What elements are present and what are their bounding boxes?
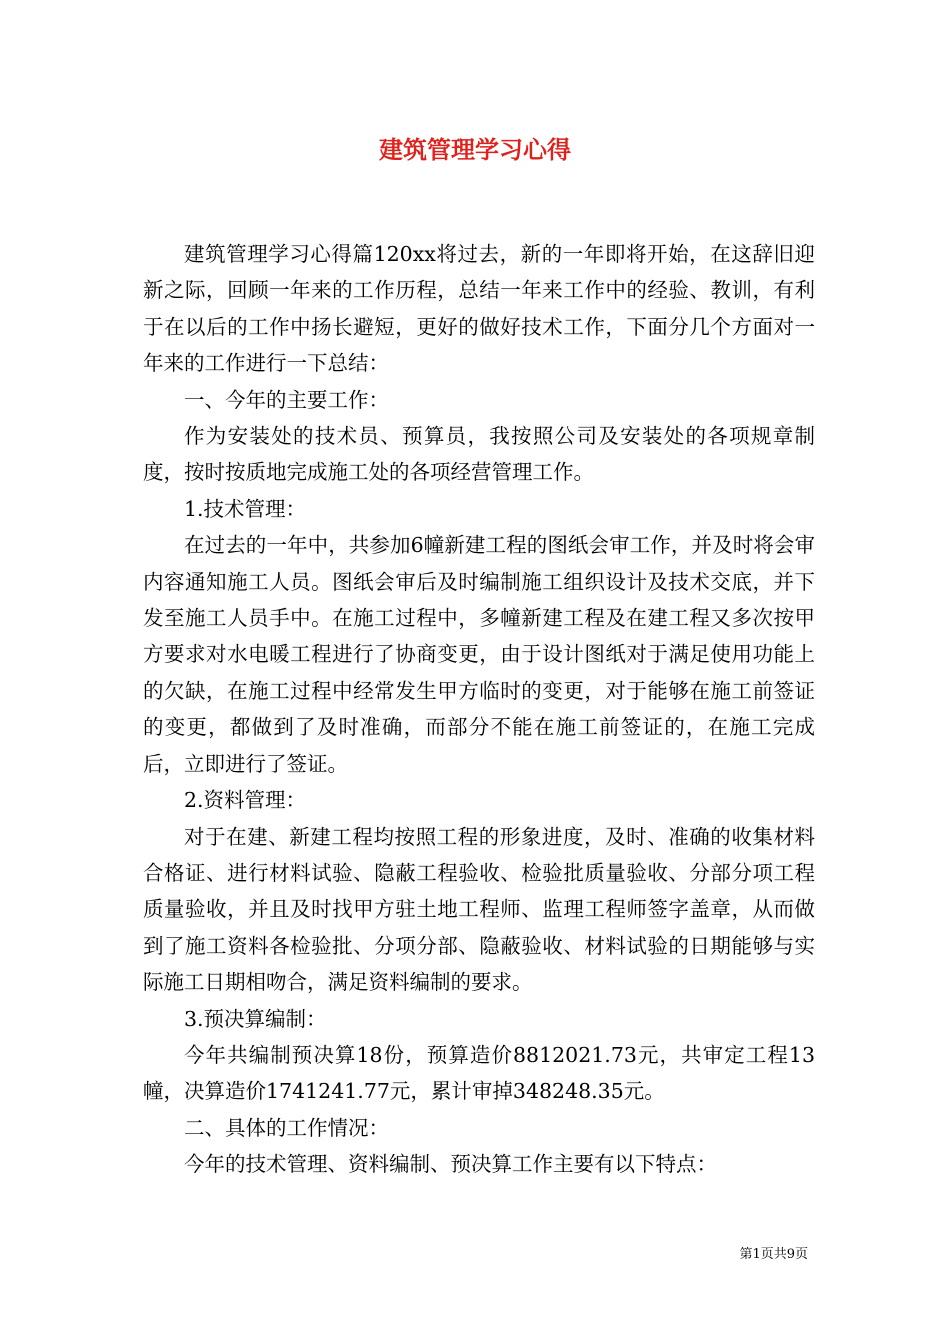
subheading-budget-compilation: 3.预决算编制： bbox=[184, 1006, 327, 1031]
document-body bbox=[143, 236, 815, 1183]
subheading-document-management: 2.资料管理： bbox=[184, 788, 307, 813]
paragraph-features: 今年的技术管理、资料编制、预决算工作主要有以下特点： bbox=[184, 1152, 717, 1177]
paragraph-intro: 建筑管理学习心得篇120xx将过去，新的一年即将开始，在这辞旧迎新之际，回顾一年来的工作历程，总结一年来工作中的经验、教训，有利于在以后的工作中扬长避短，更好的做好技术工作，下面分几个方面对一年来的工作进行一下总结： bbox=[143, 242, 815, 376]
page-number-footer: 第1页共9页 bbox=[739, 1247, 808, 1262]
section-heading-main-work: 一、今年的主要工作： bbox=[184, 387, 389, 412]
subheading-technical-management: 1.技术管理： bbox=[184, 496, 307, 521]
paragraph-budget-compilation: 今年共编制预决算18份，预算造价8812021.73元，共审定工程13幢，决算造价1741241.77元，累计审掉348248.35元。 bbox=[143, 1042, 815, 1104]
paragraph-document-management: 对于在建、新建工程均按照工程的形象进度，及时、准确的收集材料合格证、进行材料试验、隐蔽工程验收、检验批质量验收、分部分项工程质量验收，并且及时找甲方驻土地工程师、监理工程师签字盖章，从而做到了施工资料各检验批、分项分部、隐蔽验收、材料试验的日期能够与实际施工日期相吻合，满足资料编制的要求。 bbox=[143, 824, 815, 995]
document-title: 建筑管理学习心得 bbox=[379, 135, 571, 164]
paragraph-technical-management: 在过去的一年中，共参加6幢新建工程的图纸会审工作，并及时将会审内容通知施工人员。图纸会审后及时编制施工组织设计及技术交底，并下发至施工人员手中。在施工过程中，多幢新建工程及在建工程又多次按甲方要求对水电暖工程进行了协商变更，由于设计图纸对于满足使用功能上的欠缺，在施工过程中经常发生甲方临时的变更，对于能够在施工前签证的变更，都做到了及时准确，而部分不能在施工前签证的，在施工完成后，立即进行了签证。 bbox=[143, 533, 815, 776]
paragraph-role: 作为安装处的技术员、预算员，我按照公司及安装处的各项规章制度，按时按质地完成施工处的各项经营管理工作。 bbox=[143, 424, 815, 485]
section-heading-specific-work: 二、具体的工作情况： bbox=[184, 1115, 389, 1140]
